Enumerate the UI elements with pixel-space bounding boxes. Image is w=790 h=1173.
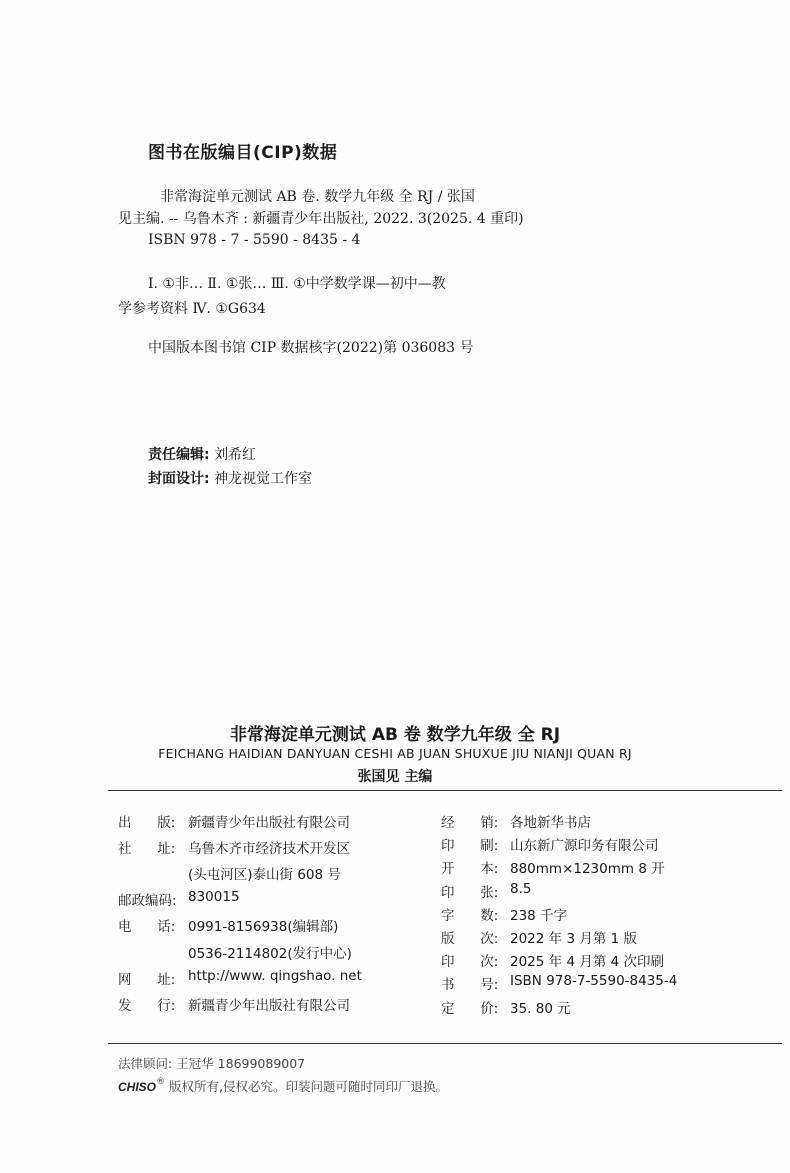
right-info-value: 山东新广源印务有限公司 (510, 838, 659, 855)
left-info-label: 邮政编码: (118, 893, 177, 910)
copyright-text: 版权所有,侵权必究。印装问题可随时同印厂退换。 (169, 1079, 448, 1094)
right-info-label: 印 次: (441, 954, 499, 971)
responsible-editor (148, 444, 256, 464)
left-info-value: (头屯河区)泰山街 608 号 (188, 867, 341, 884)
cip-title: 图书在版编目(CIP)数据 (148, 143, 338, 163)
left-info-value: 乌鲁木齐市经济技术开发区 (188, 841, 350, 858)
legal-counsel: 法律顾问: 王冠华 18699089007 (118, 1056, 306, 1071)
right-info-label: 印 张: (441, 884, 499, 901)
left-info-value: 0991-8156938(编辑部) (188, 919, 339, 936)
right-info-value: 各地新华书店 (510, 815, 591, 831)
divider-bottom (108, 1043, 782, 1044)
book-title-pinyin: FEICHANG HAIDIAN DANYUAN CESHI AB JUAN SHUXUE JIU NIANJI QUAN RJ (158, 746, 632, 761)
cip-line-1: 非常海淀单元测试 AB 卷. 数学九年级 全 RJ / 张国 (160, 189, 475, 205)
left-info-label: 发 行: (118, 997, 176, 1014)
right-info-label: 书 号: (441, 977, 499, 994)
left-info-value: http://www. qingshao. net (188, 967, 362, 984)
cip-line-verification: 中国版本图书馆 CIP 数据核字(2022)第 036083 号 (148, 340, 474, 356)
right-info-value: 2022 年 3 月第 1 版 (510, 931, 637, 947)
copyright-notice: CHISO® 版权所有,侵权必究。印装问题可随时同印厂退换。 (118, 1077, 448, 1094)
book-chief-editor: 张国见 主编 (357, 769, 433, 785)
cip-line-isbn: ISBN 978 - 7 - 5590 - 8435 - 4 (148, 232, 361, 248)
left-info-value: 新疆青少年出版社有限公司 (188, 997, 350, 1014)
right-info-label: 定 价: (441, 1000, 499, 1017)
chiso-logo: CHISO (118, 1080, 157, 1094)
cover-design-value: 神龙视觉工作室 (214, 471, 313, 487)
cip-line-2: 见主编. -- 乌鲁木齐 : 新疆青少年出版社, 2022. 3(2025. 4 重印) (118, 211, 524, 227)
right-info-value: 880mm×1230mm 8 开 (510, 861, 665, 878)
left-info-label: 网 址: (118, 971, 176, 988)
left-info-label: 社 址: (118, 841, 176, 858)
cover-design-label: 封面设计: (148, 471, 210, 487)
right-info-value: 2025 年 4 月第 4 次印刷 (510, 954, 664, 971)
right-info-value: 35. 80 元 (510, 1000, 571, 1017)
right-info-label: 印 刷: (441, 838, 499, 855)
responsible-editor-value: 刘希红 (214, 447, 257, 463)
cip-line-classification: Ⅰ. ①非… Ⅱ. ①张… Ⅲ. ①中学数学课—初中—教 (148, 276, 446, 292)
cip-line-classification-cont: 学参考资料 Ⅳ. ①G634 (118, 301, 266, 317)
right-info-label: 版 次: (441, 931, 499, 947)
right-info-value: 238 千字 (510, 907, 568, 924)
left-info-value: 新疆青少年出版社有限公司 (188, 815, 350, 831)
right-info-value: 8.5 (510, 880, 532, 897)
left-info-label: 出 版: (118, 815, 176, 831)
right-info-label: 开 本: (441, 861, 499, 878)
book-title: 非常海淀单元测试 AB 卷 数学九年级 全 RJ (229, 725, 561, 745)
responsible-editor-label: 责任编辑: (148, 447, 210, 463)
left-info-label: 电 话: (118, 919, 176, 936)
right-info-value: ISBN 978-7-5590-8435-4 (510, 973, 678, 990)
left-info-value: 0536-2114802(发行中心) (188, 945, 352, 962)
right-info-label: 字 数: (441, 907, 499, 924)
cover-design (148, 468, 312, 488)
divider-top (108, 790, 782, 791)
right-info-label: 经 销: (441, 815, 499, 831)
left-info-value: 830015 (188, 889, 240, 906)
